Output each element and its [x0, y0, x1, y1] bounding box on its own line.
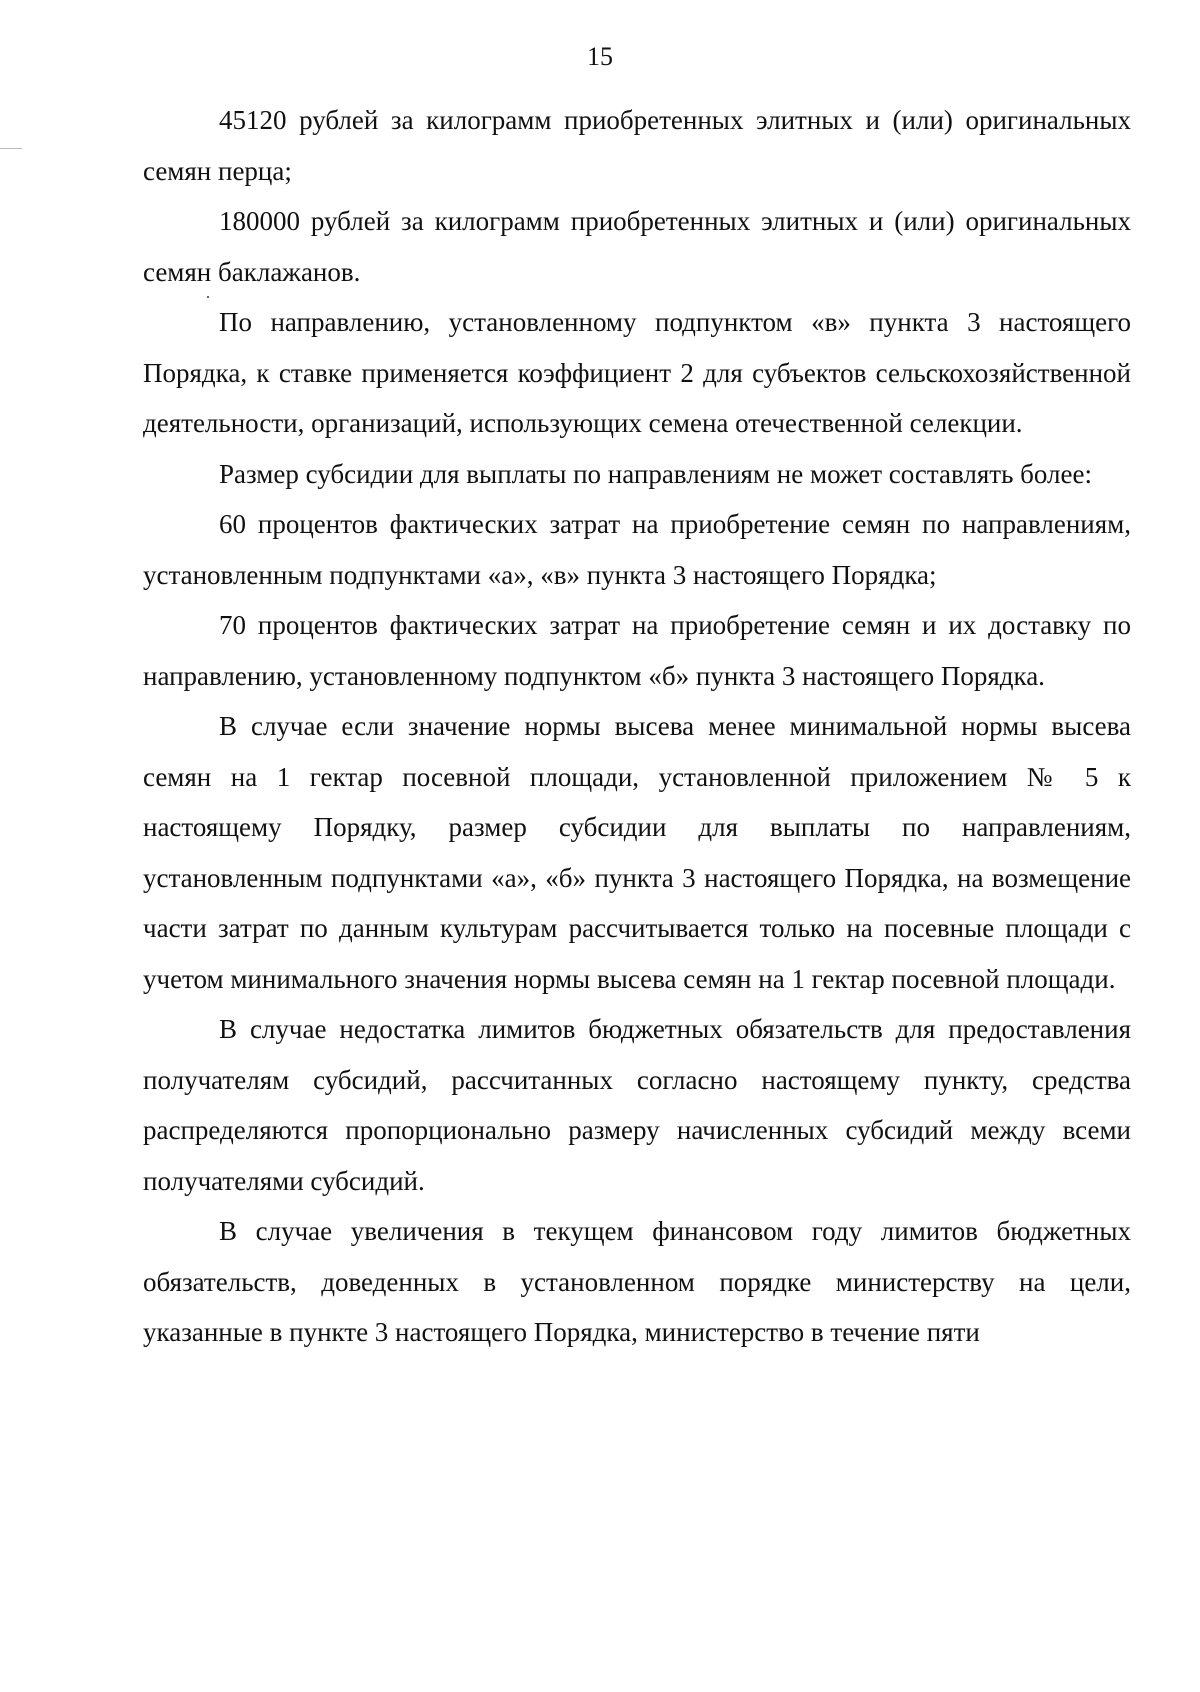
paragraph-budget-increase: В случае увеличения в текущем финансовом году лимитов бюджетных обязательств, доведенных в установленном порядке министерству на цели, указанные в пункте 3 настоящего Порядка, министерство в течение пяти: [143, 1216, 1131, 1347]
paragraph-seeding-rate: В случае если значение нормы высева менее минимальной нормы высева семян на 1 гектар посевной площади, установленной приложением № 5 к настоящему Порядку, размер субсидии для выплаты по направлениям, установленным подпунктами «а», «б» пункта 3 настоящего Порядка, на возмещение части затрат по данным культурам рассчитывается только на посевные площади с учетом минимального значения нормы высева семян на 1 гектар посевной площади.: [143, 711, 1131, 994]
page-number: 15: [587, 42, 613, 71]
paragraph-seventy-percent: 70 процентов фактических затрат на приобретение семян и их доставку по направлению, установленному подпунктом «б» пункта 3 настоящего Порядка.: [143, 610, 1131, 691]
paragraph-coefficient: По направлению, установленному подпунктом «в» пункта 3 настоящего Порядка, к ставке применяется коэффициент 2 для субъектов сельскохозяйственной деятельности, организаций, использующих семена отечественной селекции.: [143, 307, 1131, 438]
paragraph-subsidy-limit-intro: Размер субсидии для выплаты по направлениям не может составлять более:: [219, 458, 1092, 489]
scan-edge-mark: [0, 148, 22, 149]
paragraph-sixty-percent: 60 процентов фактических затрат на приобретение семян по направлениям, установленным подпунктами «а», «в» пункта 3 настоящего Порядка;: [143, 509, 1131, 590]
paragraph-rate-pepper: 45120 рублей за килограмм приобретенных элитных и (или) оригинальных семян перца;: [143, 105, 1131, 186]
document-body: [143, 95, 1131, 1358]
paragraph-budget-shortage: В случае недостатка лимитов бюджетных обязательств для предоставления получателям субсидий, рассчитанных согласно настоящему пункту, средства распределяются пропорционально размеру начисленных субсидий между всеми получателями субсидий.: [143, 1014, 1131, 1196]
paragraph-rate-eggplant: 180000 рублей за килограмм приобретенных элитных и (или) оригинальных семян баклажанов.: [143, 206, 1131, 287]
